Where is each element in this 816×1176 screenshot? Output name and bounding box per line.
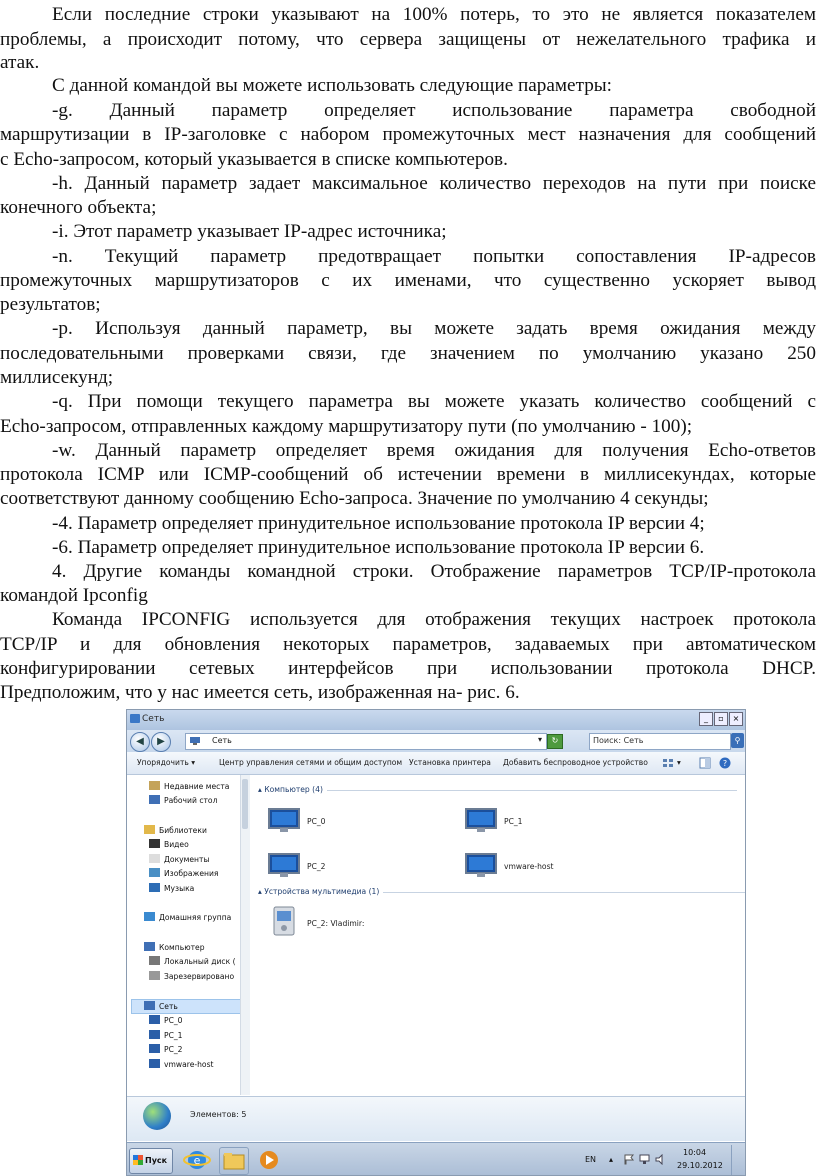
forward-button[interactable]: ▶ xyxy=(151,732,171,752)
text-line: -g. Данный параметр определяет использование параметра свободной xyxy=(52,100,816,121)
text-line: -q. При помощи текущего параметра вы можете указать количество сообщений с xyxy=(52,391,816,412)
navigation-scrollbar[interactable] xyxy=(240,775,250,1095)
network-icon xyxy=(144,1001,155,1010)
nav-item[interactable] xyxy=(149,780,229,793)
nav-item[interactable] xyxy=(149,1014,183,1027)
svg-text:e: e xyxy=(193,1154,201,1167)
text-line: командой Ipconfig xyxy=(0,585,148,606)
search-input[interactable] xyxy=(589,733,731,750)
media-device-icon xyxy=(265,905,303,937)
text-line: -4. Параметр определяет принудительное использование протокола IP версии 4; xyxy=(52,513,705,534)
clock-date[interactable]: 29.10.2012 xyxy=(677,1161,723,1170)
computer-icon xyxy=(265,803,303,835)
address-field[interactable] xyxy=(185,733,547,750)
libraries-icon xyxy=(144,825,155,834)
text-line: -n. Текущий параметр предотвращает попытки сопоставления IP-адресов xyxy=(52,246,816,267)
nav-item[interactable] xyxy=(149,1043,183,1056)
nav-item-label: Библиотеки xyxy=(159,826,207,835)
nav-item-label: PC_2 xyxy=(164,1045,183,1054)
minimize-button[interactable]: _ xyxy=(699,712,713,726)
documents-icon xyxy=(149,854,160,863)
content-area: ▴ Компьютер (4) PC_0 PC_1 PC_2 vmware-host ▴ Устройства мультимедиа (1) PC_2: Vladimir: xyxy=(252,775,742,1095)
text-line: 4. Другие команды командной строки. Отображение параметров TCP/IP-протокола xyxy=(52,561,816,582)
nav-item-label: Домашняя группа xyxy=(159,913,232,922)
local-disk-icon xyxy=(149,956,160,965)
pictures-icon xyxy=(149,868,160,877)
nav-item[interactable] xyxy=(149,882,194,895)
group-header-media[interactable]: ▴ Устройства мультимедиа (1) xyxy=(258,887,746,896)
preview-pane-icon[interactable] xyxy=(699,757,711,769)
nav-item-label: vmware-host xyxy=(164,1060,214,1069)
group-header-computers[interactable]: ▴ Компьютер (4) xyxy=(258,785,737,794)
windows-logo-icon xyxy=(133,1155,143,1165)
clock-time[interactable]: 10:04 xyxy=(683,1148,707,1157)
text-line: Команда IPCONFIG используется для отображения текущих настроек протокола xyxy=(52,609,816,630)
nav-item[interactable] xyxy=(144,911,231,924)
text-line: -h. Данный параметр задает максимальное количество переходов на пути при поиске xyxy=(52,173,816,194)
text-line: последовательными проверками связи, где значением по умолчанию указано 250 xyxy=(0,343,816,364)
nav-item[interactable] xyxy=(144,941,205,954)
item-count: Элементов: 5 xyxy=(190,1110,247,1119)
text-line: атак. xyxy=(0,52,40,73)
nav-item-label: Изображения xyxy=(164,869,219,878)
details-pane xyxy=(127,1096,745,1141)
title-bar xyxy=(127,710,745,730)
text-line: результатов; xyxy=(0,294,101,315)
explorer-folder-icon[interactable] xyxy=(219,1147,249,1175)
nav-item-label: Компьютер xyxy=(159,943,205,952)
language-indicator[interactable]: EN xyxy=(585,1155,597,1164)
organize-button[interactable]: Упорядочить ▾ xyxy=(137,758,196,767)
nav-item-label: Локальный диск ( xyxy=(164,957,236,966)
text-line: С данной командой вы можете использовать следующие параметры: xyxy=(52,75,613,96)
text-line: -i. Этот параметр указывает IP-адрес источника; xyxy=(52,221,447,242)
svg-text:?: ? xyxy=(722,759,728,768)
address-bar xyxy=(127,730,745,752)
nav-item-label: PC_0 xyxy=(164,1016,183,1025)
nav-item-label: Недавние места xyxy=(164,782,230,791)
add-wireless-device-button[interactable]: Добавить беспроводное устройство xyxy=(503,758,648,767)
maximize-button[interactable]: ▫ xyxy=(714,712,728,726)
text-line: -w. Данный параметр определяет время ожидания для получения Echo-ответов xyxy=(52,440,816,461)
nav-item-label: Видео xyxy=(164,840,189,849)
network-center-button[interactable]: Центр управления сетями и общим доступом xyxy=(219,758,403,767)
pc-icon xyxy=(149,1044,160,1053)
nav-item[interactable] xyxy=(144,824,207,837)
text-line: TCP/IP и для обновления некоторых параметров, задаваемых при автоматическом xyxy=(0,634,816,655)
nav-item[interactable] xyxy=(149,867,219,880)
navigation-pane xyxy=(127,775,241,1095)
address-text: Сеть xyxy=(212,736,232,745)
taskbar xyxy=(127,1142,745,1176)
tray-arrow-icon[interactable]: ▴ xyxy=(609,1155,614,1164)
refresh-button[interactable]: ↻ xyxy=(547,734,563,749)
back-button[interactable]: ◀ xyxy=(130,732,150,752)
text-line: Echo-запросом, отправленных каждому маршрутизатору пути (по умолчанию - 100); xyxy=(0,416,693,437)
nav-item[interactable] xyxy=(149,955,236,968)
text-line: Если последние строки указывают на 100% потерь, то это не является показателем xyxy=(52,4,816,25)
nav-item[interactable] xyxy=(131,999,241,1014)
nav-item[interactable] xyxy=(149,853,209,866)
text-line: протокола ICMP или ICMP-сообщений об истечении времени в миллисекундах, которые xyxy=(0,464,816,485)
pc-icon xyxy=(149,1059,160,1068)
nav-item-label: Музыка xyxy=(164,884,195,893)
pc-icon xyxy=(149,1015,160,1024)
start-button[interactable]: Пуск xyxy=(129,1148,173,1174)
text-line: Предположим, что у нас имеется сеть, изображенная на- рис. 6. xyxy=(0,682,520,703)
homegroup-icon xyxy=(144,912,155,921)
recent-places-icon xyxy=(149,781,160,790)
text-line: -p. Используя данный параметр, вы можете задать время ожидания между xyxy=(52,318,816,339)
search-icon[interactable]: ⚲ xyxy=(731,733,744,748)
nav-item-label: Сеть xyxy=(159,1002,178,1011)
nav-item-label: Зарезервировано xyxy=(164,972,235,981)
nav-item[interactable] xyxy=(149,838,189,851)
computer-icon xyxy=(462,848,500,880)
window-title: Сеть xyxy=(142,714,165,724)
chevron-down-icon[interactable]: ▾ xyxy=(537,735,542,744)
text-line: проблемы, а происходит потому, что сервера защищены от нежелательного трафика и xyxy=(0,29,816,50)
add-printer-button[interactable]: Установка принтера xyxy=(409,758,491,767)
nav-item[interactable] xyxy=(149,1058,214,1071)
text-line: с Echo-запросом, который указывается в списке компьютеров. xyxy=(0,149,508,170)
command-bar xyxy=(127,752,745,775)
text-line: конфигурировании сетевых интерфейсов при использовании протокола DHCP. xyxy=(0,658,816,679)
text-line: соответствуют данному сообщению Echo-запроса. Значение по умолчанию 4 секунды; xyxy=(0,488,709,509)
flag-icon[interactable] xyxy=(623,1154,635,1165)
text-line: миллисекунд; xyxy=(0,367,114,388)
text-line: -6. Параметр определяет принудительное использование протокола IP версии 6. xyxy=(52,537,705,558)
music-icon xyxy=(149,883,160,892)
collapse-icon: ▴ xyxy=(258,785,262,794)
reserved-disk-icon xyxy=(149,971,160,980)
show-desktop-button[interactable] xyxy=(731,1145,744,1176)
nav-item[interactable] xyxy=(149,1029,183,1042)
view-dropdown-icon[interactable]: ▾ xyxy=(677,758,681,767)
nav-item-label: Рабочий стол xyxy=(164,796,218,805)
nav-item-label: Документы xyxy=(164,855,210,864)
view-options-icon[interactable] xyxy=(662,757,674,769)
volume-icon[interactable] xyxy=(655,1154,667,1165)
network-folder-icon xyxy=(130,714,140,723)
collapse-icon: ▴ xyxy=(258,887,262,896)
text-line: маршрутизации в IP-заголовке с набором промежуточных мест назначения для сообщений xyxy=(0,124,816,145)
nav-item-label: PC_1 xyxy=(164,1031,183,1040)
media-player-icon[interactable] xyxy=(255,1147,283,1173)
nav-item[interactable] xyxy=(149,970,234,983)
network-tray-icon[interactable] xyxy=(639,1154,651,1165)
nav-item[interactable] xyxy=(149,794,217,807)
computer-icon xyxy=(265,848,303,880)
explorer-window-screenshot xyxy=(126,709,746,1176)
computer-icon xyxy=(144,942,155,951)
internet-explorer-icon[interactable] xyxy=(183,1147,211,1173)
text-line: промежуточных маршрутизаторов с их именами, что существенно ускоряет вывод xyxy=(0,270,816,291)
network-globe-icon xyxy=(143,1102,171,1130)
video-icon xyxy=(149,839,160,848)
computer-icon xyxy=(462,803,500,835)
search-placeholder: Поиск: Сеть xyxy=(593,736,644,745)
help-icon[interactable] xyxy=(719,757,731,769)
pc-icon xyxy=(149,1030,160,1039)
network-icon xyxy=(189,736,201,746)
close-button[interactable]: × xyxy=(729,712,743,726)
desktop-icon xyxy=(149,795,160,804)
text-line: конечного объекта; xyxy=(0,197,157,218)
